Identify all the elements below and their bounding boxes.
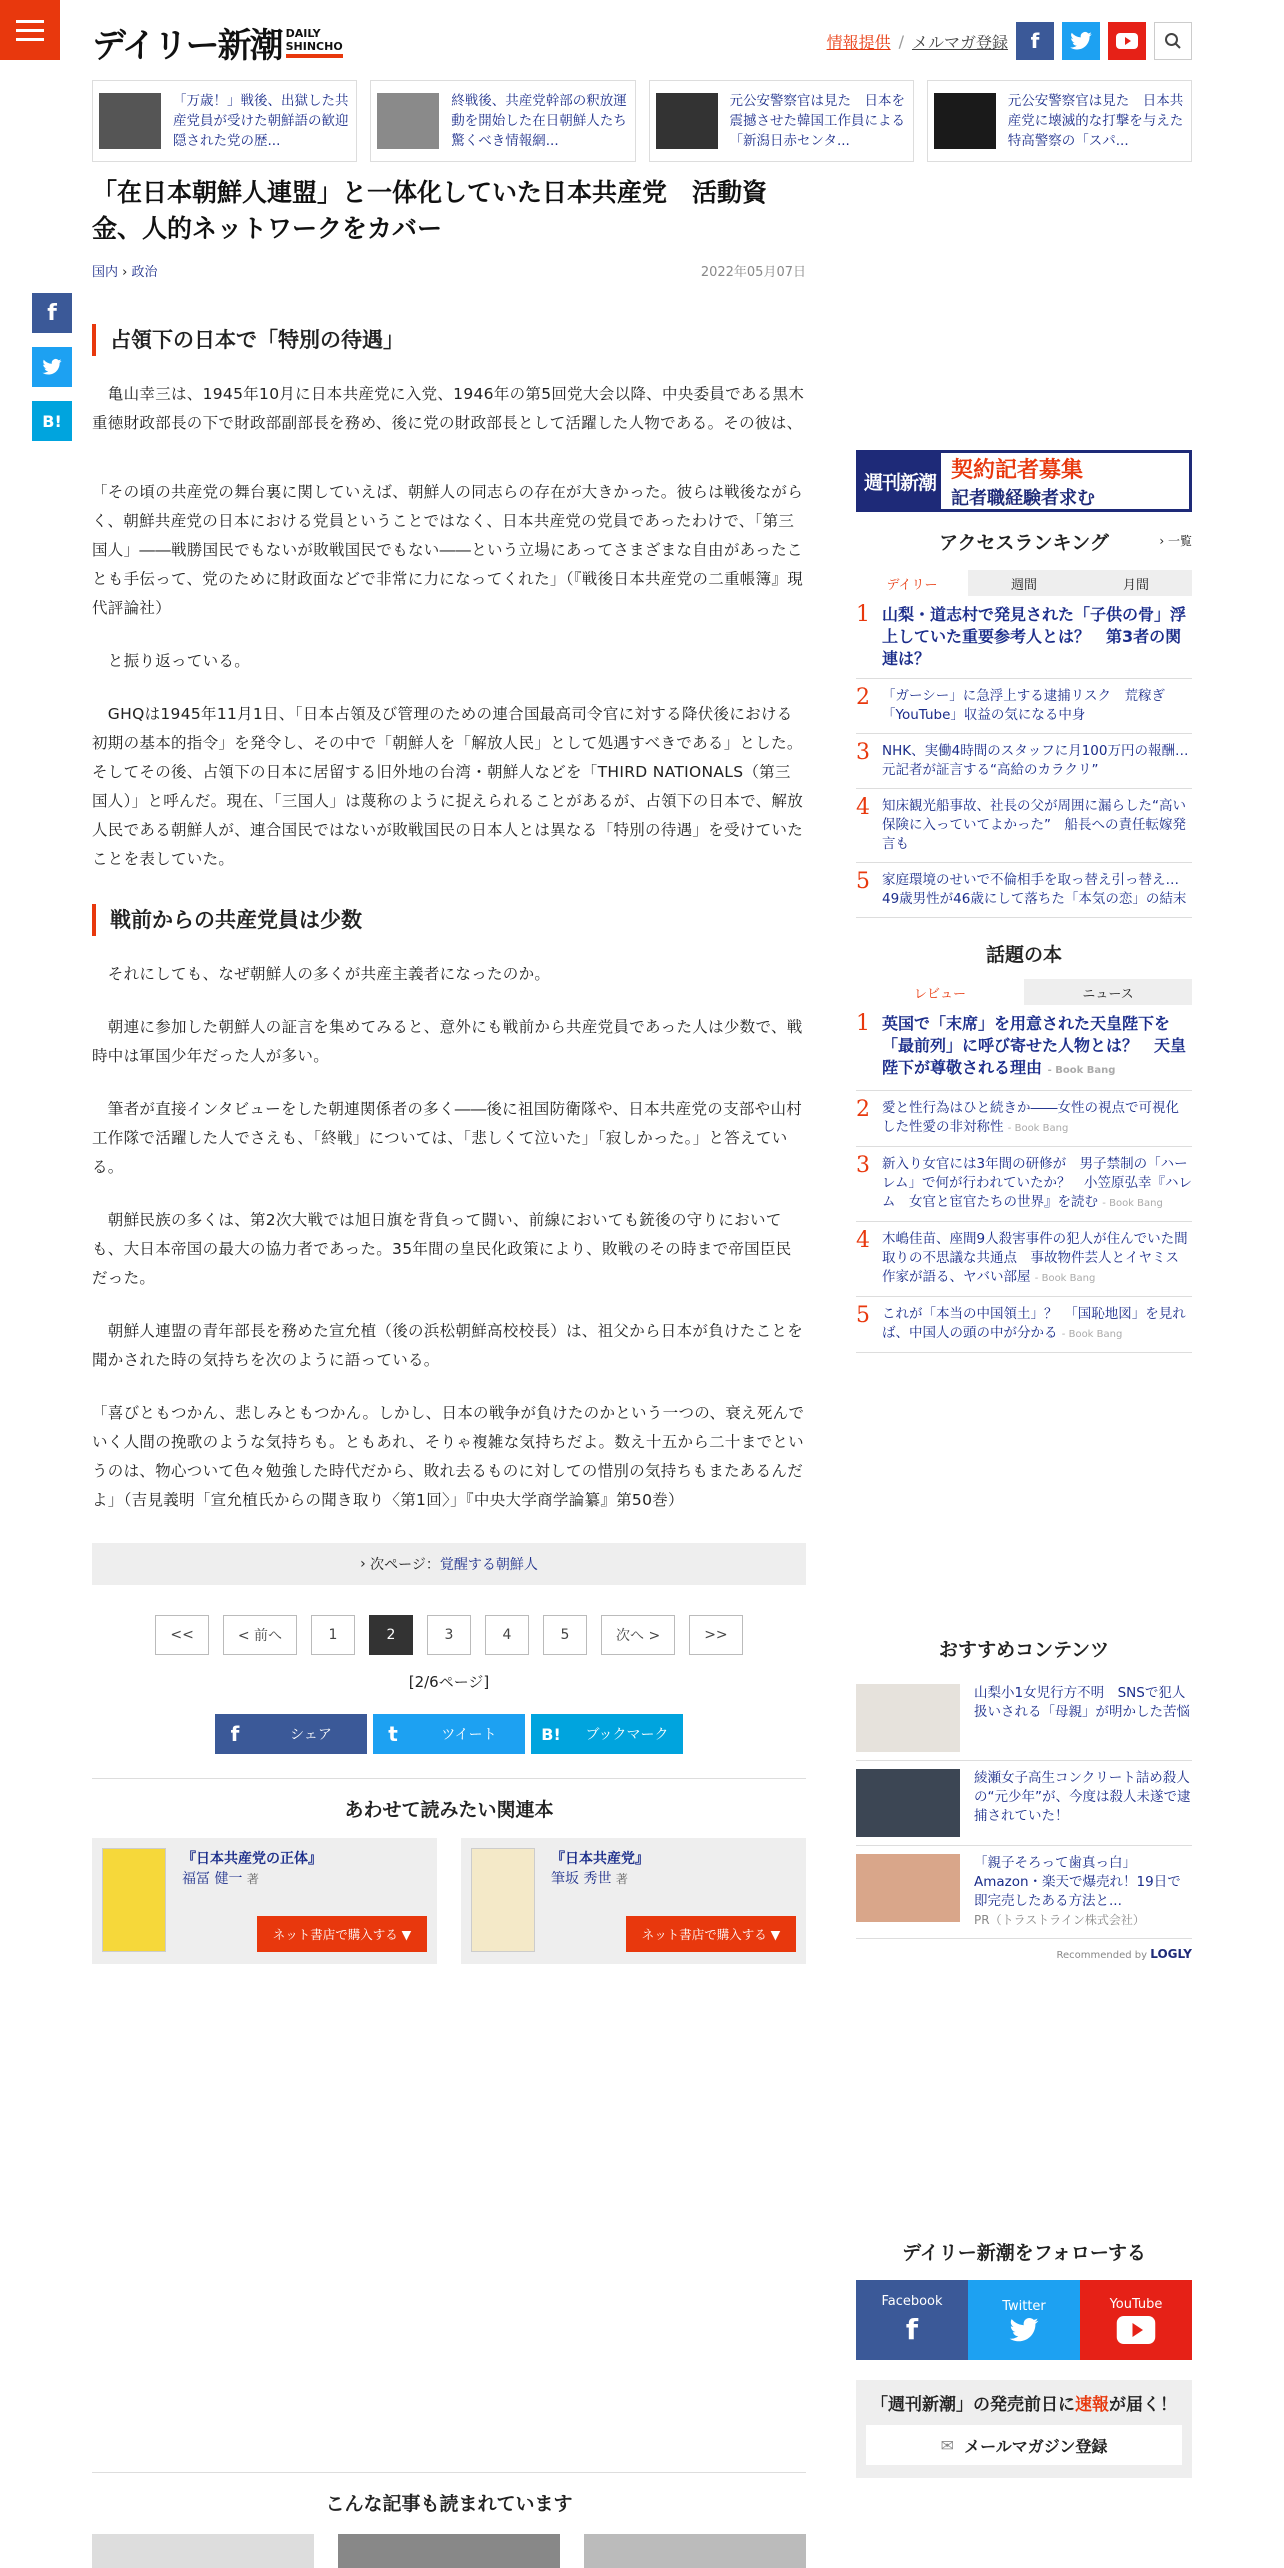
- article-title: 「在日本朝鮮人連盟」と一体化していた日本共産党 活動資金、人的ネットワークをカバー: [92, 178, 768, 243]
- follow-facebook-button[interactable]: Facebook f: [856, 2280, 968, 2360]
- thumbnail: [656, 93, 718, 149]
- breadcrumb-politics[interactable]: 政治: [131, 265, 158, 280]
- ranking-item[interactable]: 2 「ガーシー」に急浮上する逮捕リスク 荒稼ぎ「YouTube」収益の気になる中身: [856, 679, 1192, 734]
- info-link[interactable]: 情報提供: [826, 32, 891, 52]
- twitter-share-button[interactable]: t ツイート: [373, 1714, 525, 1754]
- pagination: [92, 1615, 806, 1655]
- hatena-bookmark-icon: B!: [541, 1724, 561, 1744]
- thumbnail: [934, 93, 996, 149]
- thumbnail: [377, 93, 439, 149]
- facebook-icon: f: [230, 1722, 240, 1746]
- twitter-icon: [1009, 2318, 1039, 2342]
- ranking-item[interactable]: 3 NHK、実働4時間のスタッフに月100万円の報酬… 元記者が証言する“高給のカラクリ”: [856, 734, 1192, 789]
- thumbnail[interactable]: [584, 2534, 806, 2568]
- related-books-heading: あわせて読みたい関連本: [92, 1778, 806, 1822]
- logo-en: DAILY SHINCHO: [286, 27, 343, 58]
- related-articles-strip: [92, 80, 1192, 162]
- follow-youtube-button[interactable]: YouTube: [1080, 2280, 1192, 2360]
- book-title[interactable]: 『日本共産党』: [551, 1851, 649, 1867]
- paragraph: 「その頃の共産党の舞台裏に関していえば、朝鮮人の同志らの存在が大きかった。彼らは戦後ながらく、朝鮮共産党の日本における党員ということではなく、日本共産党の党員であったわけで、「第三国人」――戦勝国民でもないが敗戦国民でもない――という立場にあってさまざまな自由があったことも手伝って、党のために財政面などで非常に力になってくれた」（『戦後日本共産党の二重帳簿』現代評論社）: [92, 483, 804, 617]
- ranking-item[interactable]: 4 知床観光船事故、社長の父が周囲に漏らした“高い保険に入っていてよかった” 船長への責任転嫁発言も: [856, 789, 1192, 863]
- paragraph: 朝鮮民族の多くは、第2次大戦では旭日旗を背負って闘い、前線においても銃後の守りにおいても、大日本帝国の最大の協力者であった。35年間の皇民化政策により、敗戦のその時まで帝国臣民だった。: [92, 1211, 792, 1287]
- ranking-more-link[interactable]: › 一覧: [1159, 534, 1192, 548]
- youtube-icon[interactable]: [1108, 22, 1146, 60]
- paragraph: 筆者が直接インタビューをした朝連関係者の多く――後に祖国防衛隊や、日本共産党の支部や山村工作隊で活躍した人でさえも、「終戦」については、「悲しくて泣いた」「寂しかった。」と答えている。: [92, 1100, 803, 1176]
- page-2-button[interactable]: 2: [369, 1615, 413, 1655]
- logo-text: デイリー新潮: [92, 25, 282, 66]
- twitter-icon[interactable]: [1062, 22, 1100, 60]
- twitter-icon: t: [388, 1722, 398, 1746]
- paragraph: 朝連に参加した朝鮮人の証言を集めてみると、意外にも戦前から共産党員であった人は少数で、戦時中は軍国少年だった人が多い。: [92, 1018, 803, 1065]
- book-card: [461, 1838, 806, 1964]
- section-heading: 占領下の日本で「特別の待遇」: [92, 324, 806, 356]
- book-cover[interactable]: [471, 1848, 535, 1952]
- newsletter-signup-button[interactable]: ✉ メールマガジン登録: [866, 2425, 1182, 2465]
- share-bar: [92, 1714, 806, 1754]
- recommend-list: [856, 1676, 1192, 1961]
- newsletter-text: 「週刊新潮」の発売前日に速報が届く！: [871, 2395, 1177, 2415]
- buy-button[interactable]: ネット書店で購入する ▼: [257, 1916, 427, 1952]
- first-page-button[interactable]: <<: [155, 1615, 208, 1655]
- recommend-item[interactable]: 山梨小1女児行方不明 SNSで犯人扱いされる「母親」が明かした苦悩: [856, 1676, 1192, 1761]
- section-heading: 戦前からの共産党員は少数: [92, 904, 806, 936]
- recruit-banner[interactable]: 週刊新潮 契約記者募集 記者職経験者求む: [856, 450, 1192, 512]
- book-author: 福冨 健一 著: [182, 1871, 259, 1887]
- page-1-button[interactable]: 1: [311, 1615, 355, 1655]
- book-item[interactable]: 2 愛と性行為はひと続きか――女性の視点で可視化した性愛の非対称性 - Book Bang: [856, 1091, 1192, 1147]
- last-page-button[interactable]: >>: [689, 1615, 742, 1655]
- recommend-item[interactable]: 綾瀬女子高生コンクリート詰め殺人の“元少年”が、今度は殺人未遂で逮捕されていた！: [856, 1761, 1192, 1846]
- follow-heading: デイリー新潮をフォローする: [902, 2242, 1146, 2264]
- facebook-icon: f: [905, 2313, 919, 2346]
- paragraph: 朝鮮人連盟の青年部長を務めた宣允植（後の浜松朝鮮高校校長）は、祖父から日本が負けたことを聞かされた時の気持ちを次のように語っている。: [92, 1322, 804, 1369]
- page-4-button[interactable]: 4: [485, 1615, 529, 1655]
- book-item[interactable]: 3 新入り女官には3年間の研修が 男子禁制の「ハーレム」で何が行われていたか？ 小笠原弘幸『ハレム 女官と宦官たちの世界』を読む - Book Bang: [856, 1147, 1192, 1222]
- book-item[interactable]: 4 木嶋佳苗、座間9人殺害事件の犯人が住んでいた間取りの不思議な共通点 事故物件芸人とイヤミス作家が語る、ヤバい部屋 - Book Bang: [856, 1222, 1192, 1297]
- next-page-link[interactable]: › 次ページ： 覚醒する朝鮮人: [92, 1543, 806, 1585]
- breadcrumb-domestic[interactable]: 国内: [92, 265, 119, 280]
- thumbnail: [99, 93, 161, 149]
- logly-credit[interactable]: Recommended by LOGLY: [1056, 1947, 1192, 1961]
- paragraph: GHQは1945年11月1日、「日本占領及び管理のための連合国最高司令官に対する降伏後における初期の基本的指令」を発令し、その中で「朝鮮人を「解放人民」として処遇すべきである」とした。そしてその後、占領下の日本に居留する旧外地の台湾・朝鮮人などを「THIRD NATIONALS（第三国人）」と呼んだ。現在、「三国人」は蔑称のように捉えられることがあるが、占領下の日本で、解放人民である朝鮮人が、連合国民ではないが敗戦国民の日本人とは異なる「特別の待遇」を受けていたことを表していた。: [92, 705, 804, 868]
- hatena-share-button[interactable]: B! ブックマーク: [531, 1714, 683, 1754]
- youtube-icon: [1116, 2316, 1156, 2344]
- book-item[interactable]: 1 英国で「末席」を用意された天皇陛下を「最前列」に呼び寄せた人物とは？ 天皇陛下が尊敬される理由 - Book Bang: [856, 1005, 1192, 1091]
- breadcrumb: 国内 › 政治: [92, 265, 158, 280]
- mail-icon: ✉: [940, 2435, 955, 2455]
- side-share: [32, 293, 72, 441]
- thumbnail[interactable]: [338, 2534, 560, 2568]
- also-read-thumbs: [92, 2534, 806, 2568]
- related-card[interactable]: 「万歳！」戦後、出獄した共産党員が受けた朝鮮語の歓迎 隠された党の歴...: [92, 80, 357, 162]
- next-page-button[interactable]: 次へ >: [601, 1615, 675, 1655]
- paragraph: それにしても、なぜ朝鮮人の多くが共産主義者になったのか。: [92, 965, 551, 983]
- page-5-button[interactable]: 5: [543, 1615, 587, 1655]
- page-3-button[interactable]: 3: [427, 1615, 471, 1655]
- ranking-section: [856, 570, 1202, 1353]
- related-card[interactable]: 元公安警察官は見た 日本共産党に壊滅的な打撃を与えた特高警察の「スパ...: [927, 80, 1192, 162]
- book-item[interactable]: 5 これが「本当の中国領土」？ 「国恥地図」を見れば、中国人の頭の中が分かる - Book Bang: [856, 1297, 1192, 1353]
- prev-page-button[interactable]: < 前へ: [223, 1615, 297, 1655]
- newsletter-link[interactable]: メルマガ登録: [911, 32, 1008, 52]
- ranking-item[interactable]: 1 山梨・道志村で発見された「子供の骨」浮上していた重要参考人とは？ 第3者の関連は？: [856, 596, 1192, 679]
- ranking-item[interactable]: 5 家庭環境のせいで不倫相手を取っ替え引っ替え…49歳男性が46歳にして落ちた「本気の恋」の結末: [856, 863, 1192, 918]
- header-links: 情報提供 / メルマガ登録 f: [827, 22, 1192, 60]
- tab-news[interactable]: ニュース: [1024, 979, 1192, 1005]
- breadcrumb-row: [92, 261, 806, 280]
- related-card[interactable]: 終戦後、共産党幹部の釈放運動を開始した在日朝鮮人たち 驚くべき情報網...: [370, 80, 635, 162]
- page-count: [2/6ページ]: [408, 1673, 490, 1691]
- thumbnail: [856, 1854, 960, 1922]
- newsletter-box: [856, 2380, 1192, 2478]
- tab-daily[interactable]: デイリー: [856, 570, 968, 596]
- publish-date: 2022年05月07日: [700, 265, 806, 280]
- book-title[interactable]: 『日本共産党の正体』: [182, 1851, 322, 1867]
- tab-review[interactable]: レビュー: [856, 979, 1024, 1005]
- search-icon[interactable]: [1154, 22, 1192, 60]
- ranking-heading: アクセスランキング › 一覧: [939, 532, 1192, 554]
- facebook-share-button[interactable]: f シェア: [215, 1714, 367, 1754]
- twitter-share-icon[interactable]: [32, 347, 72, 387]
- follow-buttons: [856, 2280, 1192, 2360]
- article: [92, 175, 806, 1964]
- books-tabs: [856, 979, 1192, 1005]
- related-books: [92, 1838, 806, 1964]
- menu-button[interactable]: [0, 0, 60, 60]
- hatena-bookmark-icon[interactable]: B!: [32, 401, 72, 441]
- site-logo[interactable]: [92, 22, 343, 66]
- thumbnail: [856, 1684, 960, 1752]
- book-author: 筆坂 秀世 著: [551, 1871, 628, 1887]
- book-card: [92, 1838, 437, 1964]
- ranking-tabs: [856, 570, 1192, 596]
- facebook-icon[interactable]: f: [1016, 22, 1054, 60]
- paragraph: と振り返っている。: [92, 652, 251, 670]
- thumbnail[interactable]: [92, 2534, 314, 2568]
- recommend-heading: おすすめコンテンツ: [938, 1639, 1110, 1661]
- tab-monthly[interactable]: 月間: [1080, 570, 1192, 596]
- thumbnail: [856, 1769, 960, 1837]
- follow-twitter-button[interactable]: Twitter: [968, 2280, 1080, 2360]
- buy-button[interactable]: ネット書店で購入する ▼: [626, 1916, 796, 1952]
- recommend-item[interactable]: 「親子そろって歯真っ白」Amazon・楽天で爆売れ！19日で即完売したある方法と... PR（トラストライン株式会社）: [856, 1846, 1192, 1939]
- facebook-share-icon[interactable]: f: [32, 293, 72, 333]
- related-card[interactable]: 元公安警察官は見た 日本を震撼させた韓国工作員による「新潟日赤センタ...: [649, 80, 914, 162]
- paragraph: 「喜びともつかん、悲しみともつかん。しかし、日本の戦争が負けたのかという一つの、衰え死んでいく人間の挽歌のような気持ちも。ともあれ、そりゃ複雑な気持ちだよ。数え十五から二十までというのは、物心ついて色々勉強した時代だから、敗れ去るものに対しての惜別の気持ちもまたあるんだよ」（吉見義明「宣允植氏からの聞き取り〈第1回〉」『中央大学商学論纂』第50巻）: [92, 1404, 805, 1509]
- also-read-heading: こんな記事も読まれています: [92, 2472, 806, 2516]
- chevron-right-icon: ›: [360, 1556, 371, 1572]
- book-cover[interactable]: [102, 1848, 166, 1952]
- tab-weekly[interactable]: 週間: [968, 570, 1080, 596]
- paragraph: 亀山幸三は、1945年10月に日本共産党に入党、1946年の第5回党大会以降、中央委員である黒木重徳財政部長の下で財政部副部長を務め、後に党の財政部長として活躍した人物である。その彼は、: [92, 385, 805, 432]
- books-heading: 話題の本: [985, 944, 1062, 966]
